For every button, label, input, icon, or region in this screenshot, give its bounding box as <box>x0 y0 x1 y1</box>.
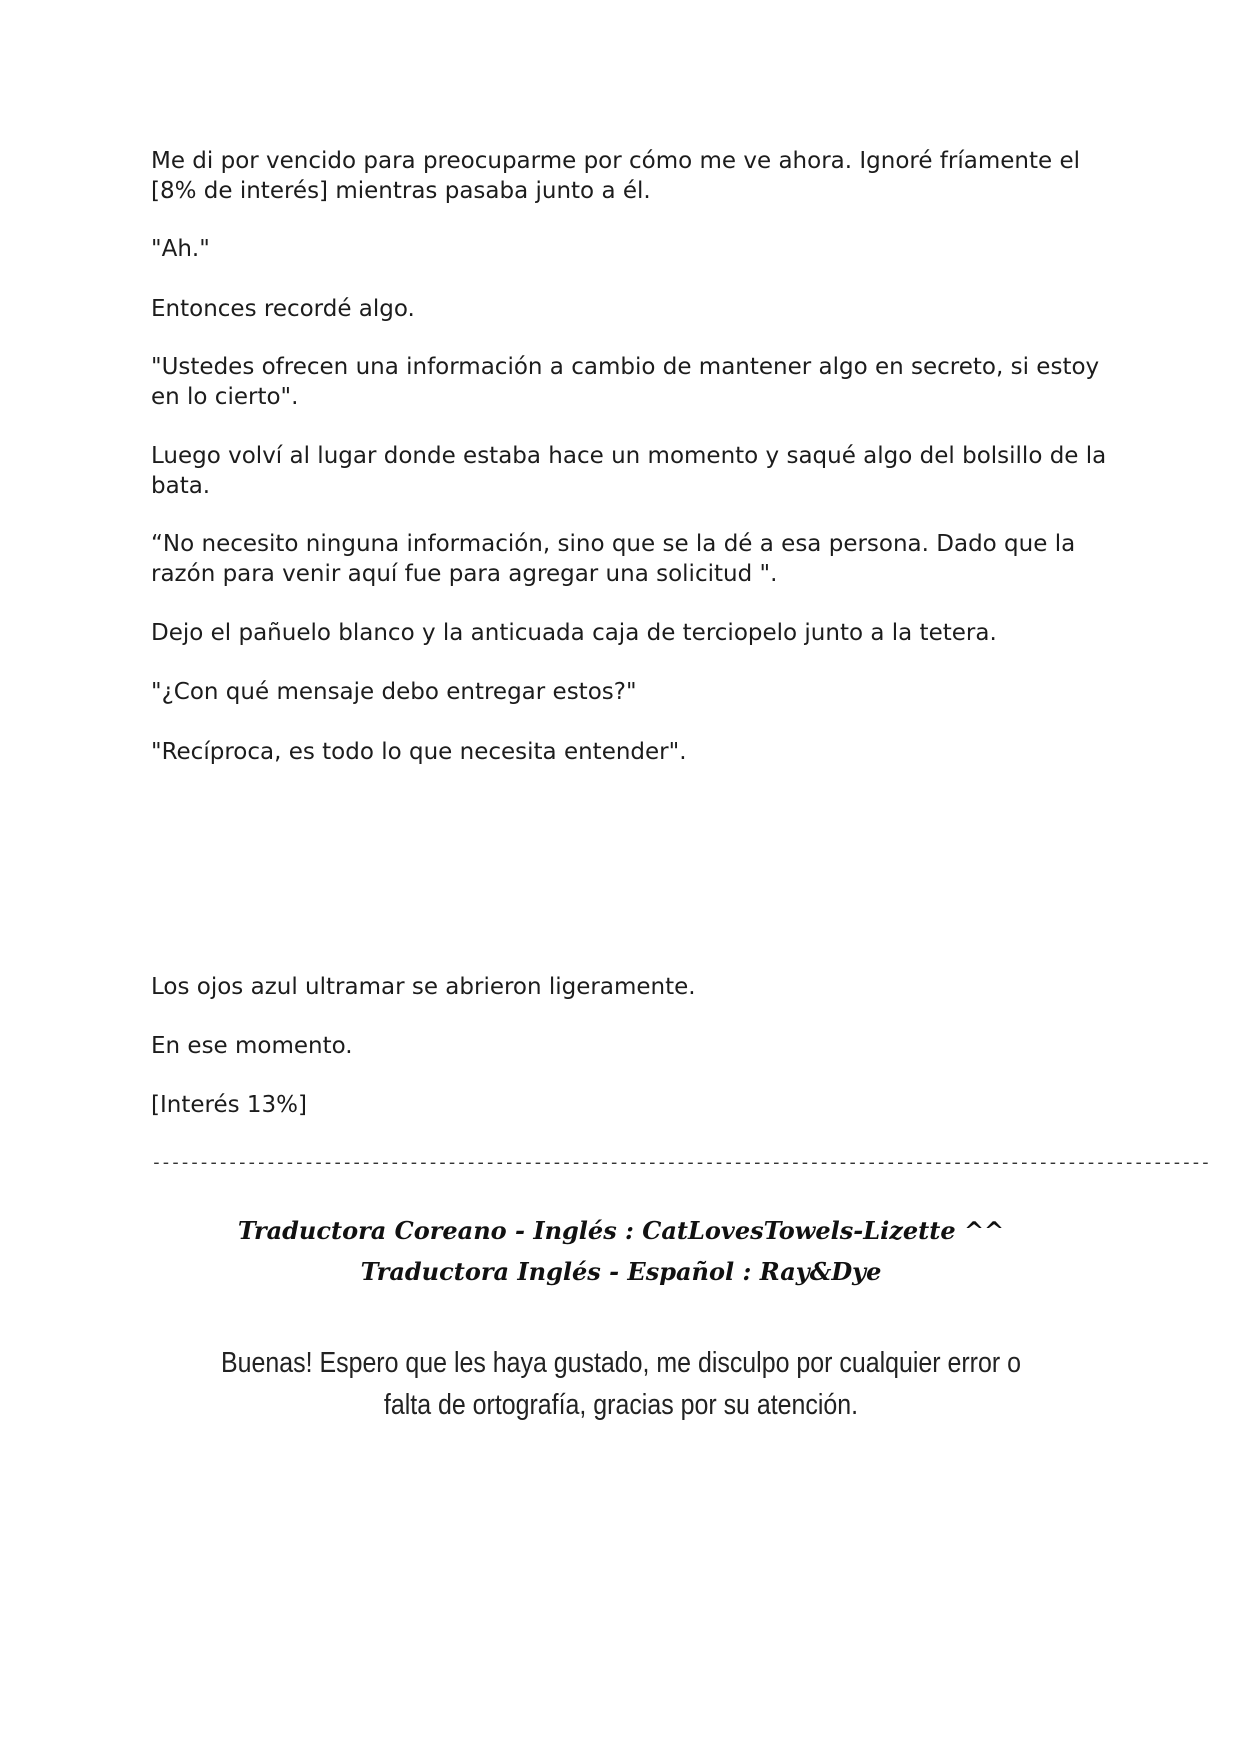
credit-korean-english: Traductora Coreano - Inglés : CatLovesTowels-Lizette ^^ <box>237 1216 1005 1245</box>
paragraph-8: "¿Con qué mensaje debo entregar estos?" <box>151 679 637 705</box>
paragraph-3: Entonces recordé algo. <box>151 296 415 322</box>
paragraph-9: "Recíproca, es todo lo que necesita entender". <box>151 739 687 765</box>
paragraph-11: En ese momento. <box>151 1033 353 1059</box>
paragraph-7: Dejo el pañuelo blanco y la anticuada caja de terciopelo junto a la tetera. <box>151 620 997 646</box>
paragraph-1: Me di por vencido para preocuparme por cómo me ve ahora. Ignoré fríamente el [8% de interés] mientras pasaba junto a él. <box>151 148 1080 204</box>
section-separator: --------------------------------------------------------------------------------------------------------------- <box>151 1152 1210 1173</box>
paragraph-6: “No necesito ninguna información, sino que se la dé a esa persona. Dado que la razón para venir aquí fue para agregar una solicitud ". <box>151 531 1076 587</box>
paragraph-4: "Ustedes ofrecen una información a cambio de mantener algo en secreto, si estoy en lo cierto". <box>151 354 1100 410</box>
closing-message: Buenas! Espero que les haya gustado, me disculpo por cualquier error o falta de ortografía, gracias por su atención. <box>221 1347 1021 1421</box>
credit-english-spanish: Traductora Inglés - Español : Ray&Dye <box>360 1257 882 1286</box>
paragraph-10: Los ojos azul ultramar se abrieron ligeramente. <box>151 974 696 1000</box>
paragraph-12: [Interés 13%] <box>151 1092 307 1118</box>
paragraph-2: "Ah." <box>151 236 210 262</box>
paragraph-5: Luego volví al lugar donde estaba hace un momento y saqué algo del bolsillo de la bata. <box>151 443 1107 499</box>
